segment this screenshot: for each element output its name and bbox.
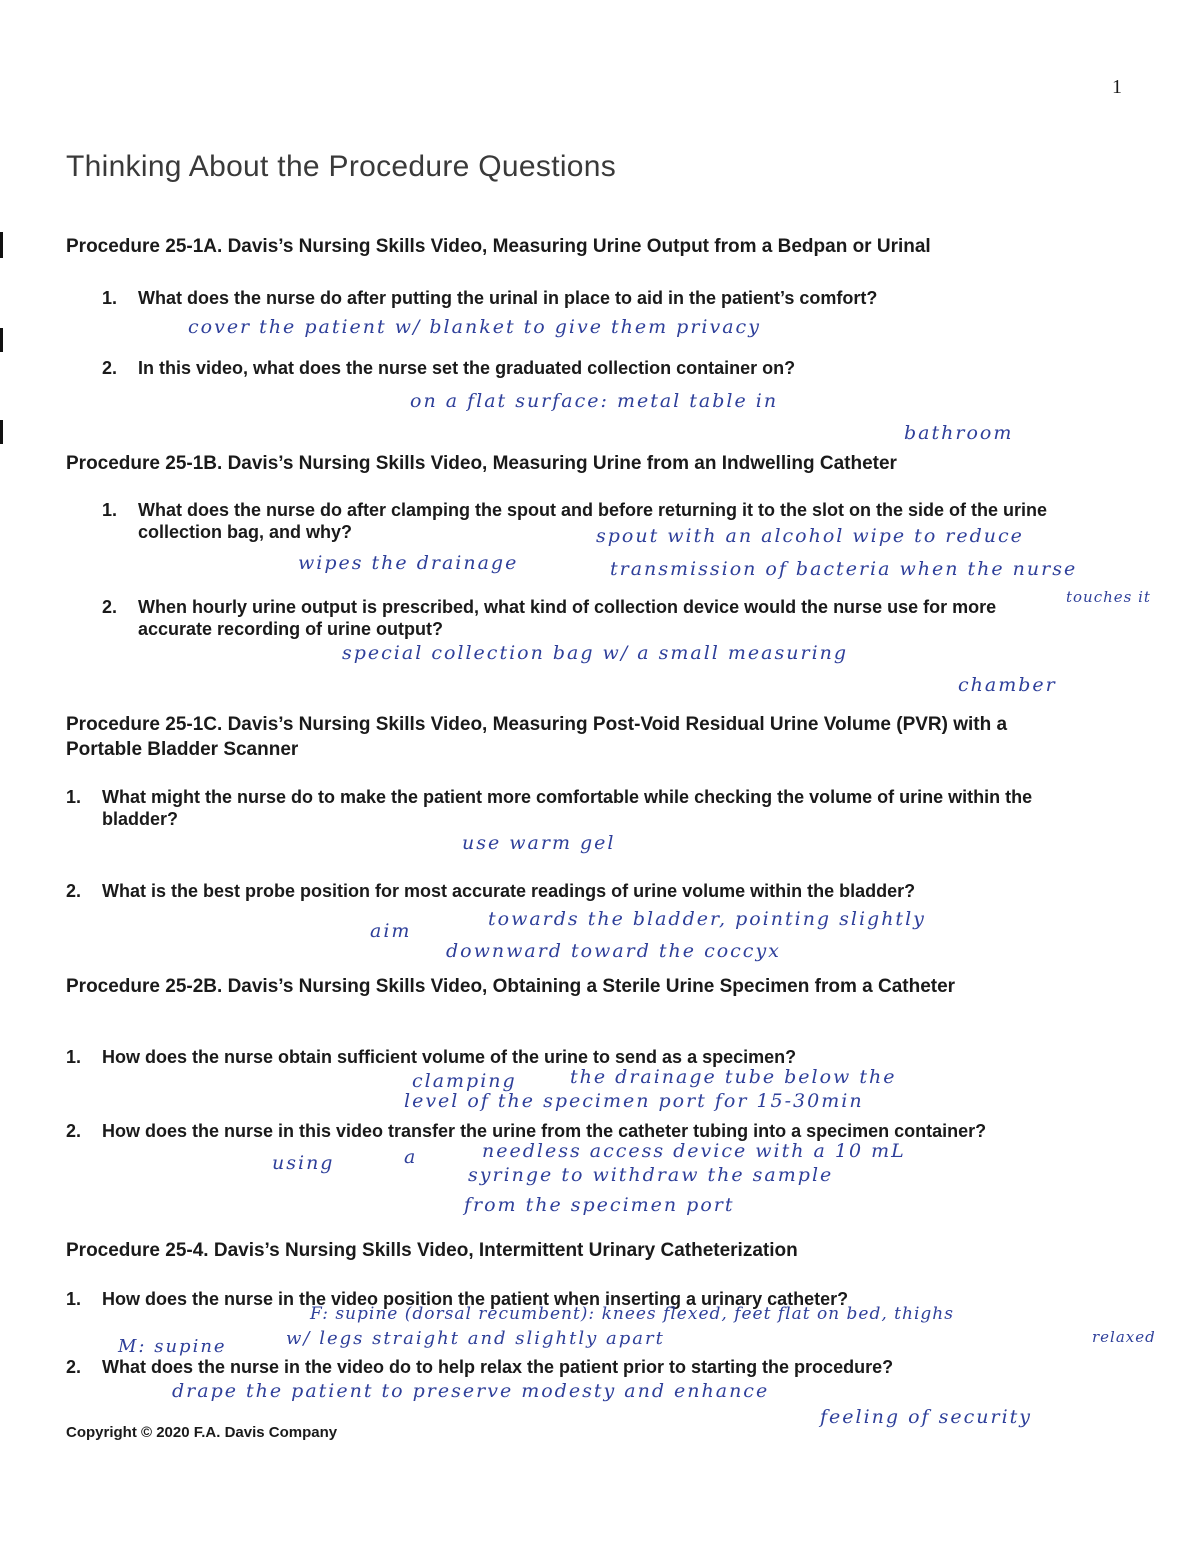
question-number: 1. bbox=[102, 288, 118, 308]
question-number: 2. bbox=[66, 881, 82, 901]
handwritten-answer: touches it bbox=[1066, 588, 1151, 606]
handwritten-answer: cover the patient w/ blanket to give them privacy bbox=[188, 316, 761, 338]
question-number: 1. bbox=[66, 787, 82, 807]
copyright-footer: Copyright © 2020 F.A. Davis Company bbox=[66, 1424, 338, 1441]
question-number: 1. bbox=[66, 1047, 82, 1067]
scan-edge-mark bbox=[0, 232, 3, 258]
question-25-1b-2 bbox=[102, 596, 1062, 642]
handwritten-answer: special collection bag w/ a small measuring bbox=[342, 642, 849, 664]
handwritten-answer: downward toward the coccyx bbox=[446, 940, 781, 962]
question-25-1a-2 bbox=[102, 357, 1102, 381]
handwritten-answer: transmission of bacteria when the nurse bbox=[610, 558, 1078, 580]
question-number: 1. bbox=[102, 500, 118, 520]
question-25-4-2 bbox=[66, 1356, 1066, 1380]
question-text: What is the best probe position for most accurate readings of urine volume within the bladder? bbox=[102, 881, 916, 901]
question-text: What might the nurse do to make the patient more comfortable while checking the volume of urine within the bladder? bbox=[102, 787, 1033, 829]
page-number: 1 bbox=[1112, 76, 1122, 98]
question-number: 2. bbox=[102, 358, 118, 378]
question-number: 2. bbox=[66, 1121, 82, 1141]
handwritten-answer: on a flat surface: metal table in bbox=[410, 390, 779, 412]
question-text: What does the nurse do after clamping the spout and before returning it to the slot on the side of the urine collection bag, and why? bbox=[138, 500, 1048, 542]
procedure-heading-25-1a: Procedure 25-1A. Davis’s Nursing Skills Video, Measuring Urine Output from a Bedpan or Urinal bbox=[66, 236, 931, 257]
handwritten-answer: the drainage tube below the bbox=[570, 1066, 897, 1088]
handwritten-answer: chamber bbox=[958, 674, 1057, 696]
handwritten-answer: feeling of security bbox=[820, 1406, 1033, 1428]
handwritten-answer: w/ legs straight and slightly apart bbox=[286, 1328, 665, 1349]
question-number: 2. bbox=[66, 1357, 82, 1377]
handwritten-answer: F: supine (dorsal recumbent): knees flexed, feet flat on bed, thighs bbox=[310, 1304, 954, 1324]
question-25-1c-1 bbox=[66, 786, 1106, 832]
handwritten-answer: wipes the drainage bbox=[298, 552, 519, 574]
question-text: In this video, what does the nurse set the graduated collection container on? bbox=[138, 358, 796, 378]
handwritten-answer: relaxed bbox=[1092, 1328, 1156, 1346]
handwritten-answer: drape the patient to preserve modesty and enhance bbox=[172, 1380, 770, 1402]
handwritten-answer: spout with an alcohol wipe to reduce bbox=[596, 525, 1024, 547]
question-25-1a-1 bbox=[102, 287, 1102, 311]
question-number: 1. bbox=[66, 1289, 82, 1309]
question-text: When hourly urine output is prescribed, what kind of collection device would the nurse use for more accurate recording of urine output? bbox=[138, 597, 997, 639]
handwritten-answer: syringe to withdraw the sample bbox=[468, 1164, 834, 1186]
handwritten-answer: clamping bbox=[412, 1070, 517, 1092]
question-number: 2. bbox=[102, 597, 118, 617]
handwritten-answer: bathroom bbox=[904, 422, 1014, 444]
handwritten-answer: towards the bladder, pointing slightly bbox=[488, 908, 926, 930]
scan-edge-mark bbox=[0, 328, 3, 352]
question-25-1c-2 bbox=[66, 880, 1106, 904]
procedure-heading-25-4: Procedure 25-4. Davis’s Nursing Skills Video, Intermittent Urinary Catheterization bbox=[66, 1240, 798, 1261]
procedure-heading-25-1b: Procedure 25-1B. Davis’s Nursing Skills Video, Measuring Urine from an Indwelling Catheter bbox=[66, 453, 897, 474]
handwritten-answer: from the specimen port bbox=[464, 1194, 735, 1216]
handwritten-answer: needless access device with a 10 mL bbox=[482, 1140, 906, 1162]
handwritten-answer: aim bbox=[370, 920, 412, 942]
scan-edge-mark bbox=[0, 420, 3, 444]
procedure-heading-25-1c: Procedure 25-1C. Davis’s Nursing Skills Video, Measuring Post-Void Residual Urine Volume (PVR) with a Portable Bladder Scanner bbox=[66, 714, 1008, 760]
page-title: Thinking About the Procedure Questions bbox=[66, 150, 617, 183]
question-text: How does the nurse obtain sufficient volume of the urine to send as a specimen? bbox=[102, 1047, 797, 1067]
handwritten-answer: M: supine bbox=[118, 1336, 227, 1357]
question-text: How does the nurse in the video position the patient when inserting a urinary catheter? bbox=[102, 1289, 849, 1309]
procedure-heading-25-2b: Procedure 25-2B. Davis’s Nursing Skills Video, Obtaining a Sterile Urine Specimen from a Catheter bbox=[66, 976, 956, 997]
question-text: What does the nurse in the video do to help relax the patient prior to starting the procedure? bbox=[102, 1357, 894, 1377]
handwritten-answer: use warm gel bbox=[462, 832, 616, 854]
handwritten-answer: using bbox=[272, 1152, 335, 1174]
question-text: How does the nurse in this video transfer the urine from the catheter tubing into a specimen container? bbox=[102, 1121, 987, 1141]
question-25-2b-1 bbox=[66, 1046, 1066, 1070]
handwritten-answer: level of the specimen port for 15-30min bbox=[404, 1090, 864, 1112]
question-text: What does the nurse do after putting the urinal in place to aid in the patient’s comfort? bbox=[138, 288, 878, 308]
handwritten-answer: a bbox=[404, 1146, 418, 1168]
